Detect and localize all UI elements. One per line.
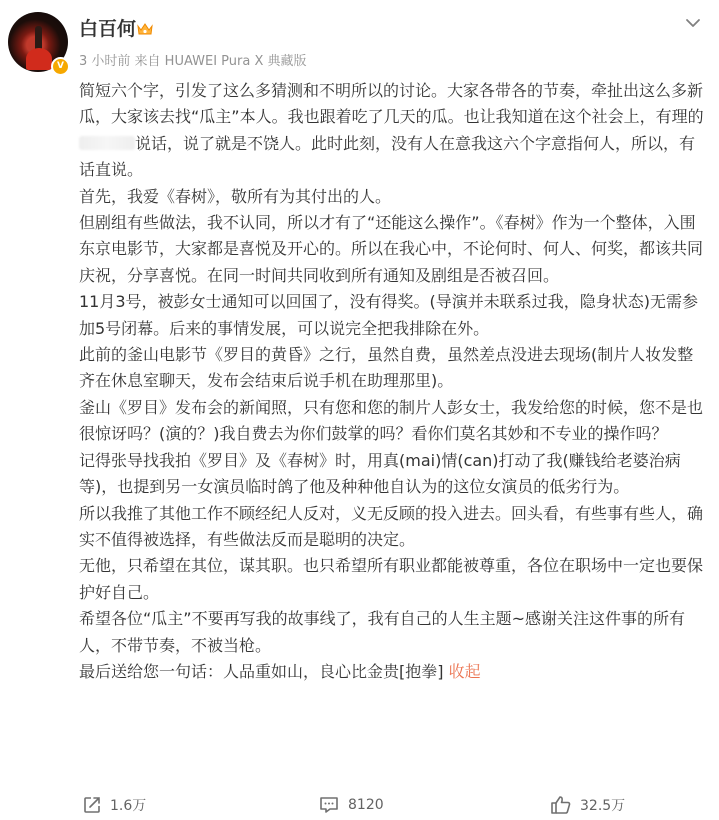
like-button[interactable]: [550, 794, 625, 816]
post-meta: 3 小时前 来自 HUAWEI Pura X 典藏版: [79, 54, 307, 69]
chevron-down-icon[interactable]: [683, 13, 703, 33]
paragraph-text: 说话，说了就是不饶人。此时此刻，没有人在意我这六个字意指何人，所以，有话直说。: [79, 133, 696, 180]
like-icon: [550, 795, 572, 815]
post-paragraph: [79, 659, 705, 685]
post-paragraph: 无他，只希望在其位，谋其职。也只希望所有职业都能被尊重，各位在职场中一定也要保护好自己。: [79, 556, 704, 602]
post-paragraph: [79, 78, 705, 184]
post-paragraph: 首先，我爱《春树》，敬所有为其付出的人。: [79, 186, 392, 206]
collapse-link[interactable]: 收起: [448, 661, 481, 681]
vip-crown-icon: [136, 20, 154, 38]
post-paragraph: 但剧组有些做法，我不认同，所以才有了“还能这么操作”。《春树》作为一个整体，入围东京电影节，大家都是喜悦及开心的。所以在我心中，不论何时、何人、何奖，都该共同庆祝，分享喜悦。在同一时间共同收到所有通知及剧组是否被召回。: [79, 213, 704, 285]
comment-button[interactable]: [318, 794, 384, 816]
repost-count: 1.6万: [110, 798, 147, 814]
verified-badge-icon: V: [51, 57, 70, 76]
redacted-text: [79, 136, 135, 150]
post-paragraph: 此前的釜山电影节《罗目的黄昏》之行，虽然自费，虽然差点没进去现场(制片人妆发整齐在休息室聊天，发布会结束后说手机在助理那里)。: [79, 345, 694, 391]
post-paragraph: 所以我推了其他工作不顾经纪人反对，义无反顾的投入进去。回头看，有些事有些人，确实不值得被选择，有些做法反而是聪明的决定。: [79, 503, 704, 549]
repost-button[interactable]: [82, 794, 146, 816]
post-paragraph: 釜山《罗目》发布会的新闻照，只有您和您的制片人彭女士，我发给您的时候，您不是也很惊讶吗？(演的？)我自费去为你们鼓掌的吗？看你们莫名其妙和不专业的操作吗？: [79, 397, 704, 444]
username[interactable]: 白百何: [79, 18, 137, 40]
paragraph-text: 简短六个字，引发了这么多猜测和不明所以的讨论。大家各带各的节奏，牵扯出这么多新瓜，大家该去找“瓜主”本人。我也跟着吃了几天的瓜。也让我知道在这个社会上，有理的: [79, 81, 704, 127]
comment-icon: [318, 795, 340, 815]
repost-icon: [82, 795, 102, 815]
action-bar: [0, 788, 719, 820]
post-content: [79, 78, 705, 685]
avatar-dress: [26, 48, 52, 70]
comment-count: 8120: [348, 797, 384, 813]
post-paragraph: 希望各位“瓜主”不要再写我的故事线了，我有自己的人生主题~感谢关注这件事的所有人，不带节奏，不被当枪。: [79, 609, 685, 655]
like-count: 32.5万: [580, 798, 626, 814]
post-paragraph: 记得张导找我拍《罗目》及《春树》时，用真(mai)情(can)打动了我(赚钱给老婆治病等)，也提到另一女演员临时鸽了他及种种他自认为的这位女演员的低劣行为。: [79, 450, 681, 497]
paragraph-text: 最后送给您一句话：人品重如山，良心比金贵[抱拳]: [79, 661, 449, 681]
post-paragraph: 11月3号，被彭女士通知可以回国了，没有得奖。(导演并未联系过我，隐身状态)无需参加5号闭幕。后来的事情发展，可以说完全把我排除在外。: [79, 292, 699, 338]
